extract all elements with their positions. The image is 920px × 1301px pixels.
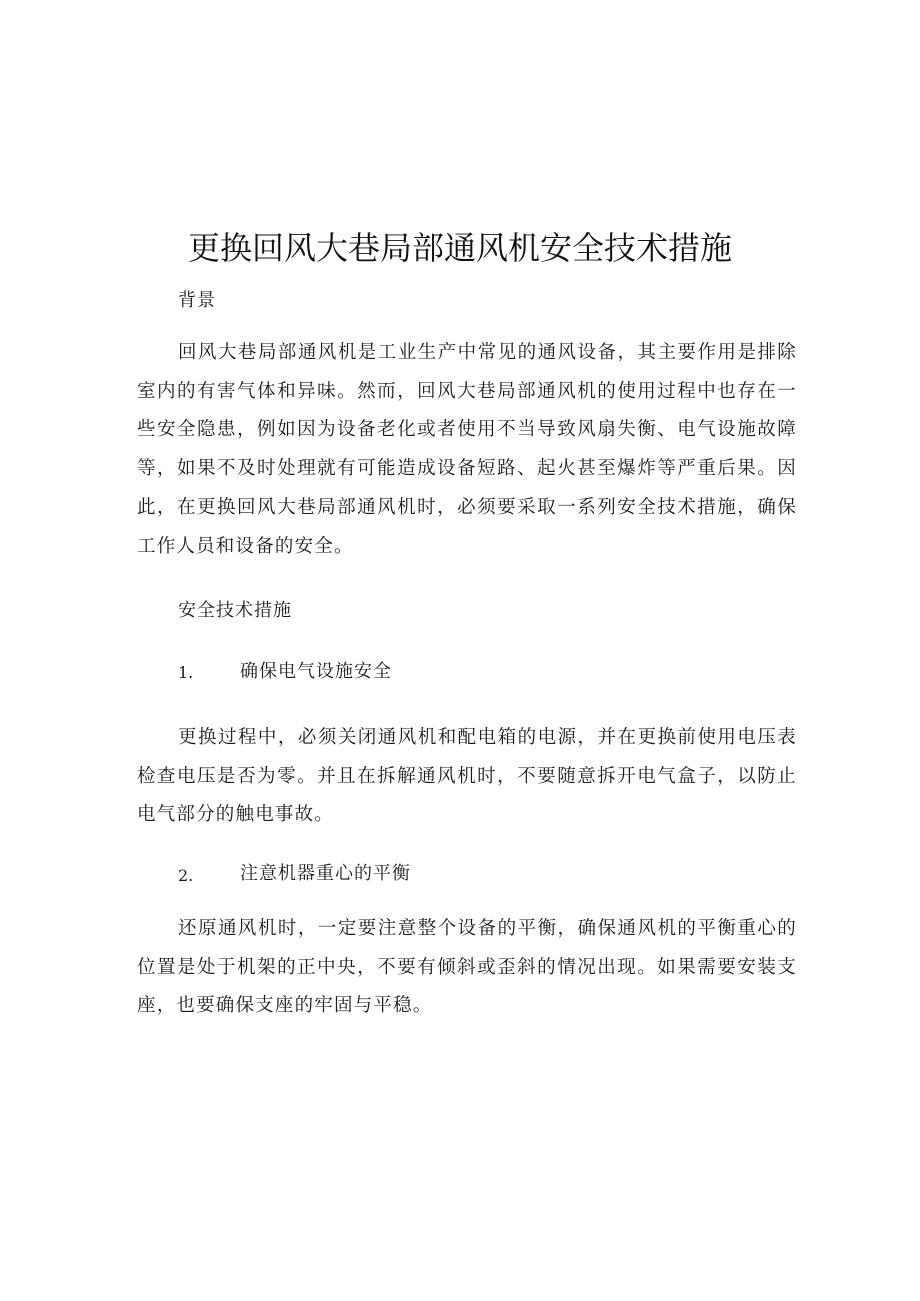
list-item-heading-1: 确保电气设施安全 [240,661,392,682]
list-item-number-2: 2. [178,866,194,885]
document-title: 更换回风大巷局部通风机安全技术措施 [187,229,732,267]
list-item-heading-2: 注意机器重心的平衡 [240,863,411,884]
list-item-paragraph-2: 还原通风机时，一定要注意整个设备的平衡，确保通风机的平衡重心的位置是处于机架的正中央，不要有倾斜或歪斜的情况出现。如果需要安装支座，也要确保支座的牢固与平稳。 [137,918,797,1017]
background-paragraph: 回风大巷局部通风机是工业生产中常见的通风设备，其主要作用是排除室内的有害气体和异味。然而，回风大巷局部通风机的使用过程中也存在一些安全隐患，例如因为设备老化或者使用不当导致风扇失衡、电气设施故障等，如果不及时处理就有可能造成设备短路、起火甚至爆炸等严重后果。因此，在更换回风大巷局部通风机时，必须要采取一系列安全技术措施，确保工作人员和设备的安全。 [137,342,797,557]
section-heading-safety-measures: 安全技术措施 [178,600,292,621]
section-heading-background: 背景 [178,290,216,311]
list-item-number-1: 1. [178,663,194,682]
list-item-paragraph-1: 更换过程中，必须关闭通风机和配电箱的电源，并在更换前使用电压表检查电压是否为零。并且在拆解通风机时，不要随意拆开电气盒子，以防止电气部分的触电事故。 [137,727,797,826]
